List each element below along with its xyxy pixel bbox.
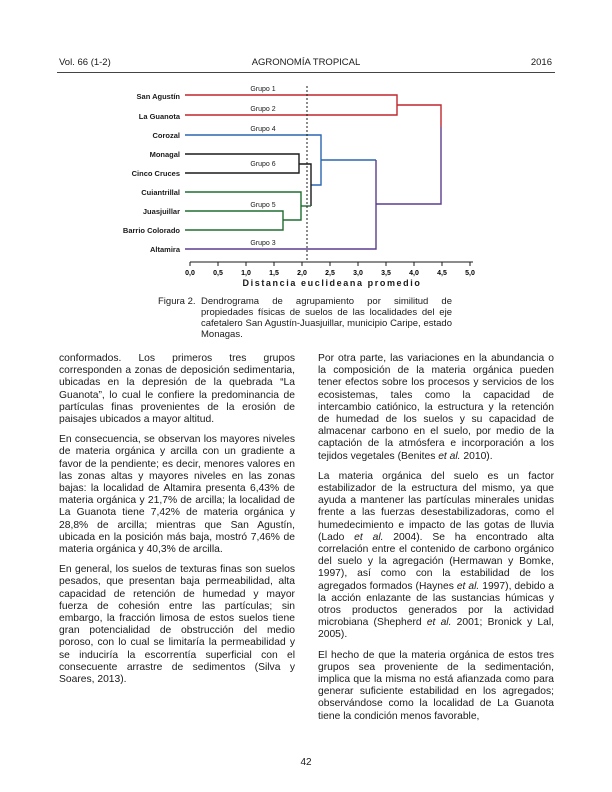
leaf-label-cinco-cruces: Cinco Cruces <box>131 169 180 178</box>
x-tick-label: 1,0 <box>241 270 251 277</box>
cluster-black <box>185 154 311 206</box>
group-label-6: Grupo 6 <box>250 161 276 168</box>
paragraph: En consecuencia, se observan los mayores niveles de materia orgánica y arcilla con un gradiente a favor de la pendiente; es decir, menores valores en las zonas altas y mayores niveles en las zonas bajas: la localidad de Altamira presenta 6,43% de materia orgánica y 21,7% de arcilla; la localidad de La Guanota tiene 7,42% de materia orgánica y 28,8% de arcilla; mientras que San Agustín, ubicada en la posición más baja, mostró 7,46% de materia orgánica y 40,3% de arcilla. <box>59 434 295 556</box>
leaf-label-corozal: Corozal <box>152 131 180 140</box>
x-tick-label: 4,0 <box>409 270 419 277</box>
x-tick-label: 2,0 <box>297 270 307 277</box>
leaf-label-la-guanota: La Guanota <box>138 112 180 121</box>
page-number: 42 <box>300 757 312 768</box>
header-rule <box>57 72 555 73</box>
caption-label: Figura 2. <box>158 296 196 307</box>
x-tick-label: 0,5 <box>213 270 223 277</box>
group-label-5: Grupo 5 <box>250 202 276 209</box>
cluster-green <box>185 192 311 230</box>
citation-etal: et al. <box>438 450 461 462</box>
leaf-label-monagal: Monagal <box>149 150 180 159</box>
cluster-blue <box>185 135 376 185</box>
citation-etal: et al. <box>354 531 384 543</box>
group-label-4: Grupo 4 <box>250 126 276 133</box>
branch-monagal-cinco-cruces <box>185 154 299 173</box>
citation-etal: et al. <box>426 617 452 629</box>
volume-label: Vol. 66 (1-2) <box>59 57 111 68</box>
cluster-red <box>185 95 441 127</box>
x-tick-label: 1,5 <box>269 270 279 277</box>
leaf-label-barrio-colorado: Barrio Colorado <box>122 226 180 235</box>
x-tick-label: 2,5 <box>325 270 335 277</box>
group-label-3: Grupo 3 <box>250 240 276 247</box>
caption-text: Dendrograma de agrupamiento por similitud de propiedades físicas de suelos de las localidades del eje cafetalero San Agustín-Juasjuillar, municipio Caripe, estado Monagas. <box>201 296 452 340</box>
citation-etal: et al. <box>456 580 480 592</box>
branch-juasjuillar-barrio-colorado <box>185 211 283 230</box>
leaf-label-juasjuillar: Juasjuillar <box>142 207 180 216</box>
left-column <box>59 353 295 694</box>
branch-red-to-root <box>397 105 441 127</box>
journal-title: AGRONOMÍA TROPICAL <box>251 57 361 68</box>
dendrogram-figure <box>122 80 485 290</box>
x-tick-label: 3,5 <box>381 270 391 277</box>
branch-san-agustin-la-guanota <box>185 95 397 115</box>
x-tick-label: 3,0 <box>353 270 363 277</box>
branch-corozal <box>185 135 321 185</box>
x-tick-label: 5,0 <box>465 270 475 277</box>
paragraph: Por otra parte, las variaciones en la abundancia o la composición de la materia orgánica pueden tener efectos sobre los procesos y servicios de los ecosistemas, tales como la capacidad de intercambio catiónico, la estructura y la retención de humedad de los suelos y su capacidad de almacenar carbono en el suelo, por medio de la captación de la atmósfera e incorporación a los tejidos vegetales (Benites et al. 2010). <box>318 353 554 462</box>
group-label-1: Grupo 1 <box>250 86 276 93</box>
axis-title: Distancia euclideana promedio <box>242 278 422 288</box>
x-tick-label: 4,5 <box>437 270 447 277</box>
paragraph: El hecho de que la materia orgánica de estos tres grupos sea proveniente de la sedimentación, implica que la misma no está afianzada como para generar suficiente estabilidad en los agregados; observándose como la localidad de La Guanota tiene la condición menos favorable, <box>318 649 554 722</box>
x-tick-label: 0,0 <box>185 270 195 277</box>
branch-purple-to-root <box>376 127 441 204</box>
group-label-2: Grupo 2 <box>250 106 276 113</box>
leaf-label-altamira: Altamira <box>149 245 180 254</box>
leaf-label-cuiantrillal: Cuiantrillal <box>141 188 180 197</box>
paragraph: conformados. Los primeros tres grupos corresponden a zonas de deposición sedimentaria, ubicadas en la depresión de la quebrada “La Guanota”, lo cual le confiere la predominancia de partículas finas provenientes de la erosión de paisajes ubicados a mayor altitud. <box>59 353 295 426</box>
paragraph: La materia orgánica del suelo es un factor estabilizador de la estructura del mismo, ya que ayuda a mantener las partículas minerales unidas frente a las fuerzas desestabilizadoras, como el humedecimiento e impacto de las gotas de lluvia (Lado et al. 2004). Se ha encontrado alta correlación entre el contenido de carbono orgánico del suelo y la agregación (Hermawan y Bomke, 1997), así como con la estabilidad de los agregados formados (Haynes et al. 1997), debido a la acción enlazante de las sustancias húmicas y otros productos generados por la actividad microbiana (Shepherd et al. 2001; Bronick y Lal, 2005). <box>318 470 555 641</box>
right-column <box>318 353 554 731</box>
paragraph: En general, los suelos de texturas finas son suelos pesados, que presentan baja permeabilidad, alta capacidad de retención de humedad y mayor fuerza de cohesión entre las partículas; sin embargo, la fracción limosa de estos suelos tiene gran potencialidad de obstrucción del medio poroso, con lo cual se limitaría la permeabilidad y se induciría la escorrentía superficial con el consecuente arrastre de sedimentos (Silva y Soares, 2013). <box>59 564 295 686</box>
leaf-label-san-agustin: San Agustín <box>136 92 180 101</box>
year-label: 2016 <box>530 57 552 68</box>
